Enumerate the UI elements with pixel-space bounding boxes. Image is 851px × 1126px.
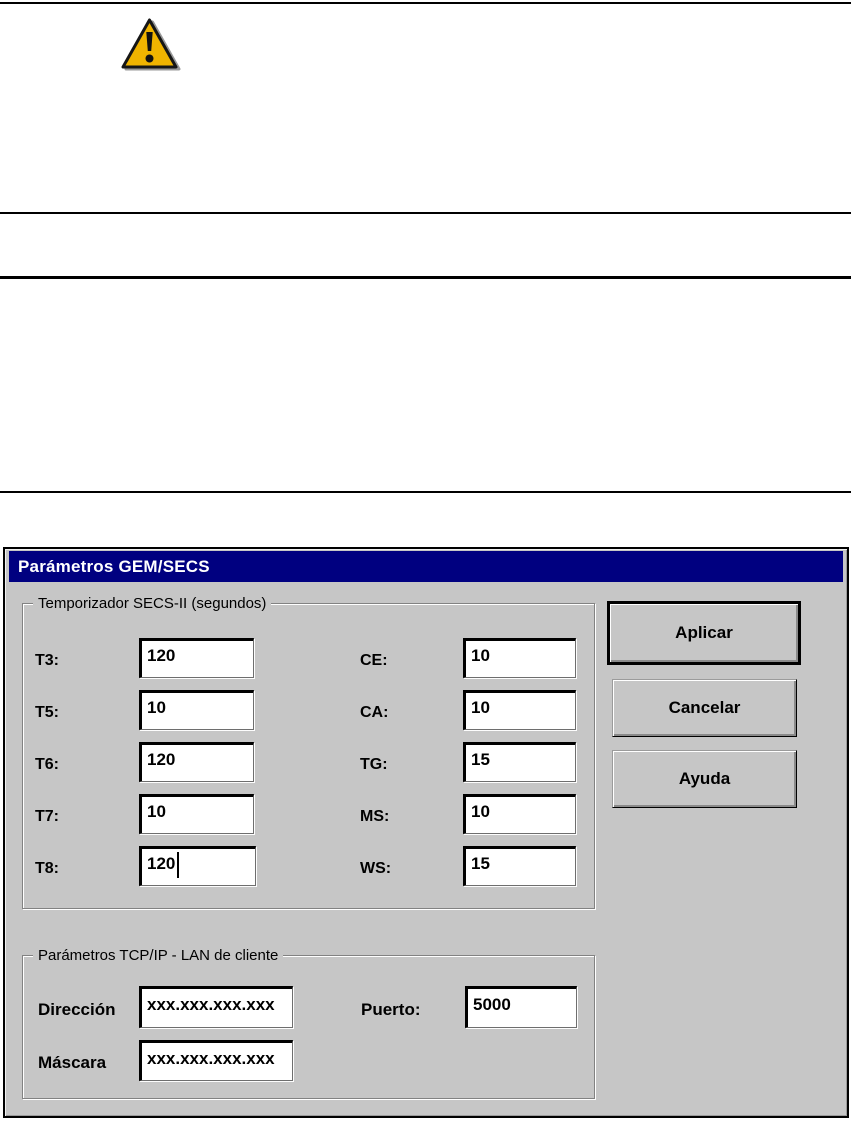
mascara-label: Máscara bbox=[38, 1053, 107, 1072]
warning-triangle-icon bbox=[119, 17, 181, 73]
mascara-input[interactable] bbox=[139, 1040, 293, 1081]
tcpip-group-box bbox=[22, 947, 595, 1099]
timer-group-legend: Temporizador SECS-II (segundos) bbox=[33, 595, 271, 612]
t3-label: T3: bbox=[35, 651, 59, 669]
t7-input[interactable] bbox=[139, 794, 254, 834]
t5-input[interactable] bbox=[139, 690, 254, 730]
t8-input[interactable] bbox=[139, 846, 256, 886]
puerto-label: Puerto: bbox=[361, 999, 421, 1019]
direccion-input[interactable] bbox=[139, 986, 293, 1028]
t3-input[interactable] bbox=[139, 638, 254, 678]
t6-input[interactable] bbox=[139, 742, 254, 782]
ms-input[interactable] bbox=[463, 794, 576, 834]
cancelar-button[interactable]: Cancelar bbox=[612, 679, 797, 737]
timer-group-box bbox=[22, 595, 595, 909]
tg-input[interactable] bbox=[463, 742, 576, 782]
aplicar-button[interactable]: Aplicar bbox=[607, 601, 801, 665]
horizontal-rule-3 bbox=[0, 276, 851, 279]
horizontal-rule-2 bbox=[0, 212, 851, 214]
dialog-title: Parámetros GEM/SECS bbox=[18, 556, 210, 576]
ws-label: WS: bbox=[360, 859, 392, 877]
puerto-input[interactable] bbox=[465, 986, 577, 1028]
horizontal-rule-top bbox=[0, 2, 851, 4]
t7-label: T7: bbox=[35, 807, 59, 825]
t5-label: T5: bbox=[35, 703, 59, 721]
ayuda-button[interactable]: Ayuda bbox=[612, 750, 797, 808]
ca-label: CA: bbox=[360, 703, 389, 721]
tcpip-group-legend: Parámetros TCP/IP - LAN de cliente bbox=[33, 947, 283, 964]
ce-input[interactable] bbox=[463, 638, 576, 678]
ce-label: CE: bbox=[360, 651, 388, 669]
ca-input[interactable] bbox=[463, 690, 576, 730]
t6-label: T6: bbox=[35, 755, 59, 773]
tg-label: TG: bbox=[360, 755, 388, 773]
ws-input[interactable] bbox=[463, 846, 576, 886]
ms-label: MS: bbox=[360, 807, 390, 825]
direccion-label: Dirección bbox=[38, 999, 116, 1019]
horizontal-rule-4 bbox=[0, 491, 851, 493]
dialog-title-bar[interactable] bbox=[9, 551, 843, 582]
t8-label: T8: bbox=[35, 859, 59, 877]
text-caret bbox=[177, 852, 179, 878]
gem-secs-parameters-dialog bbox=[3, 547, 849, 1118]
